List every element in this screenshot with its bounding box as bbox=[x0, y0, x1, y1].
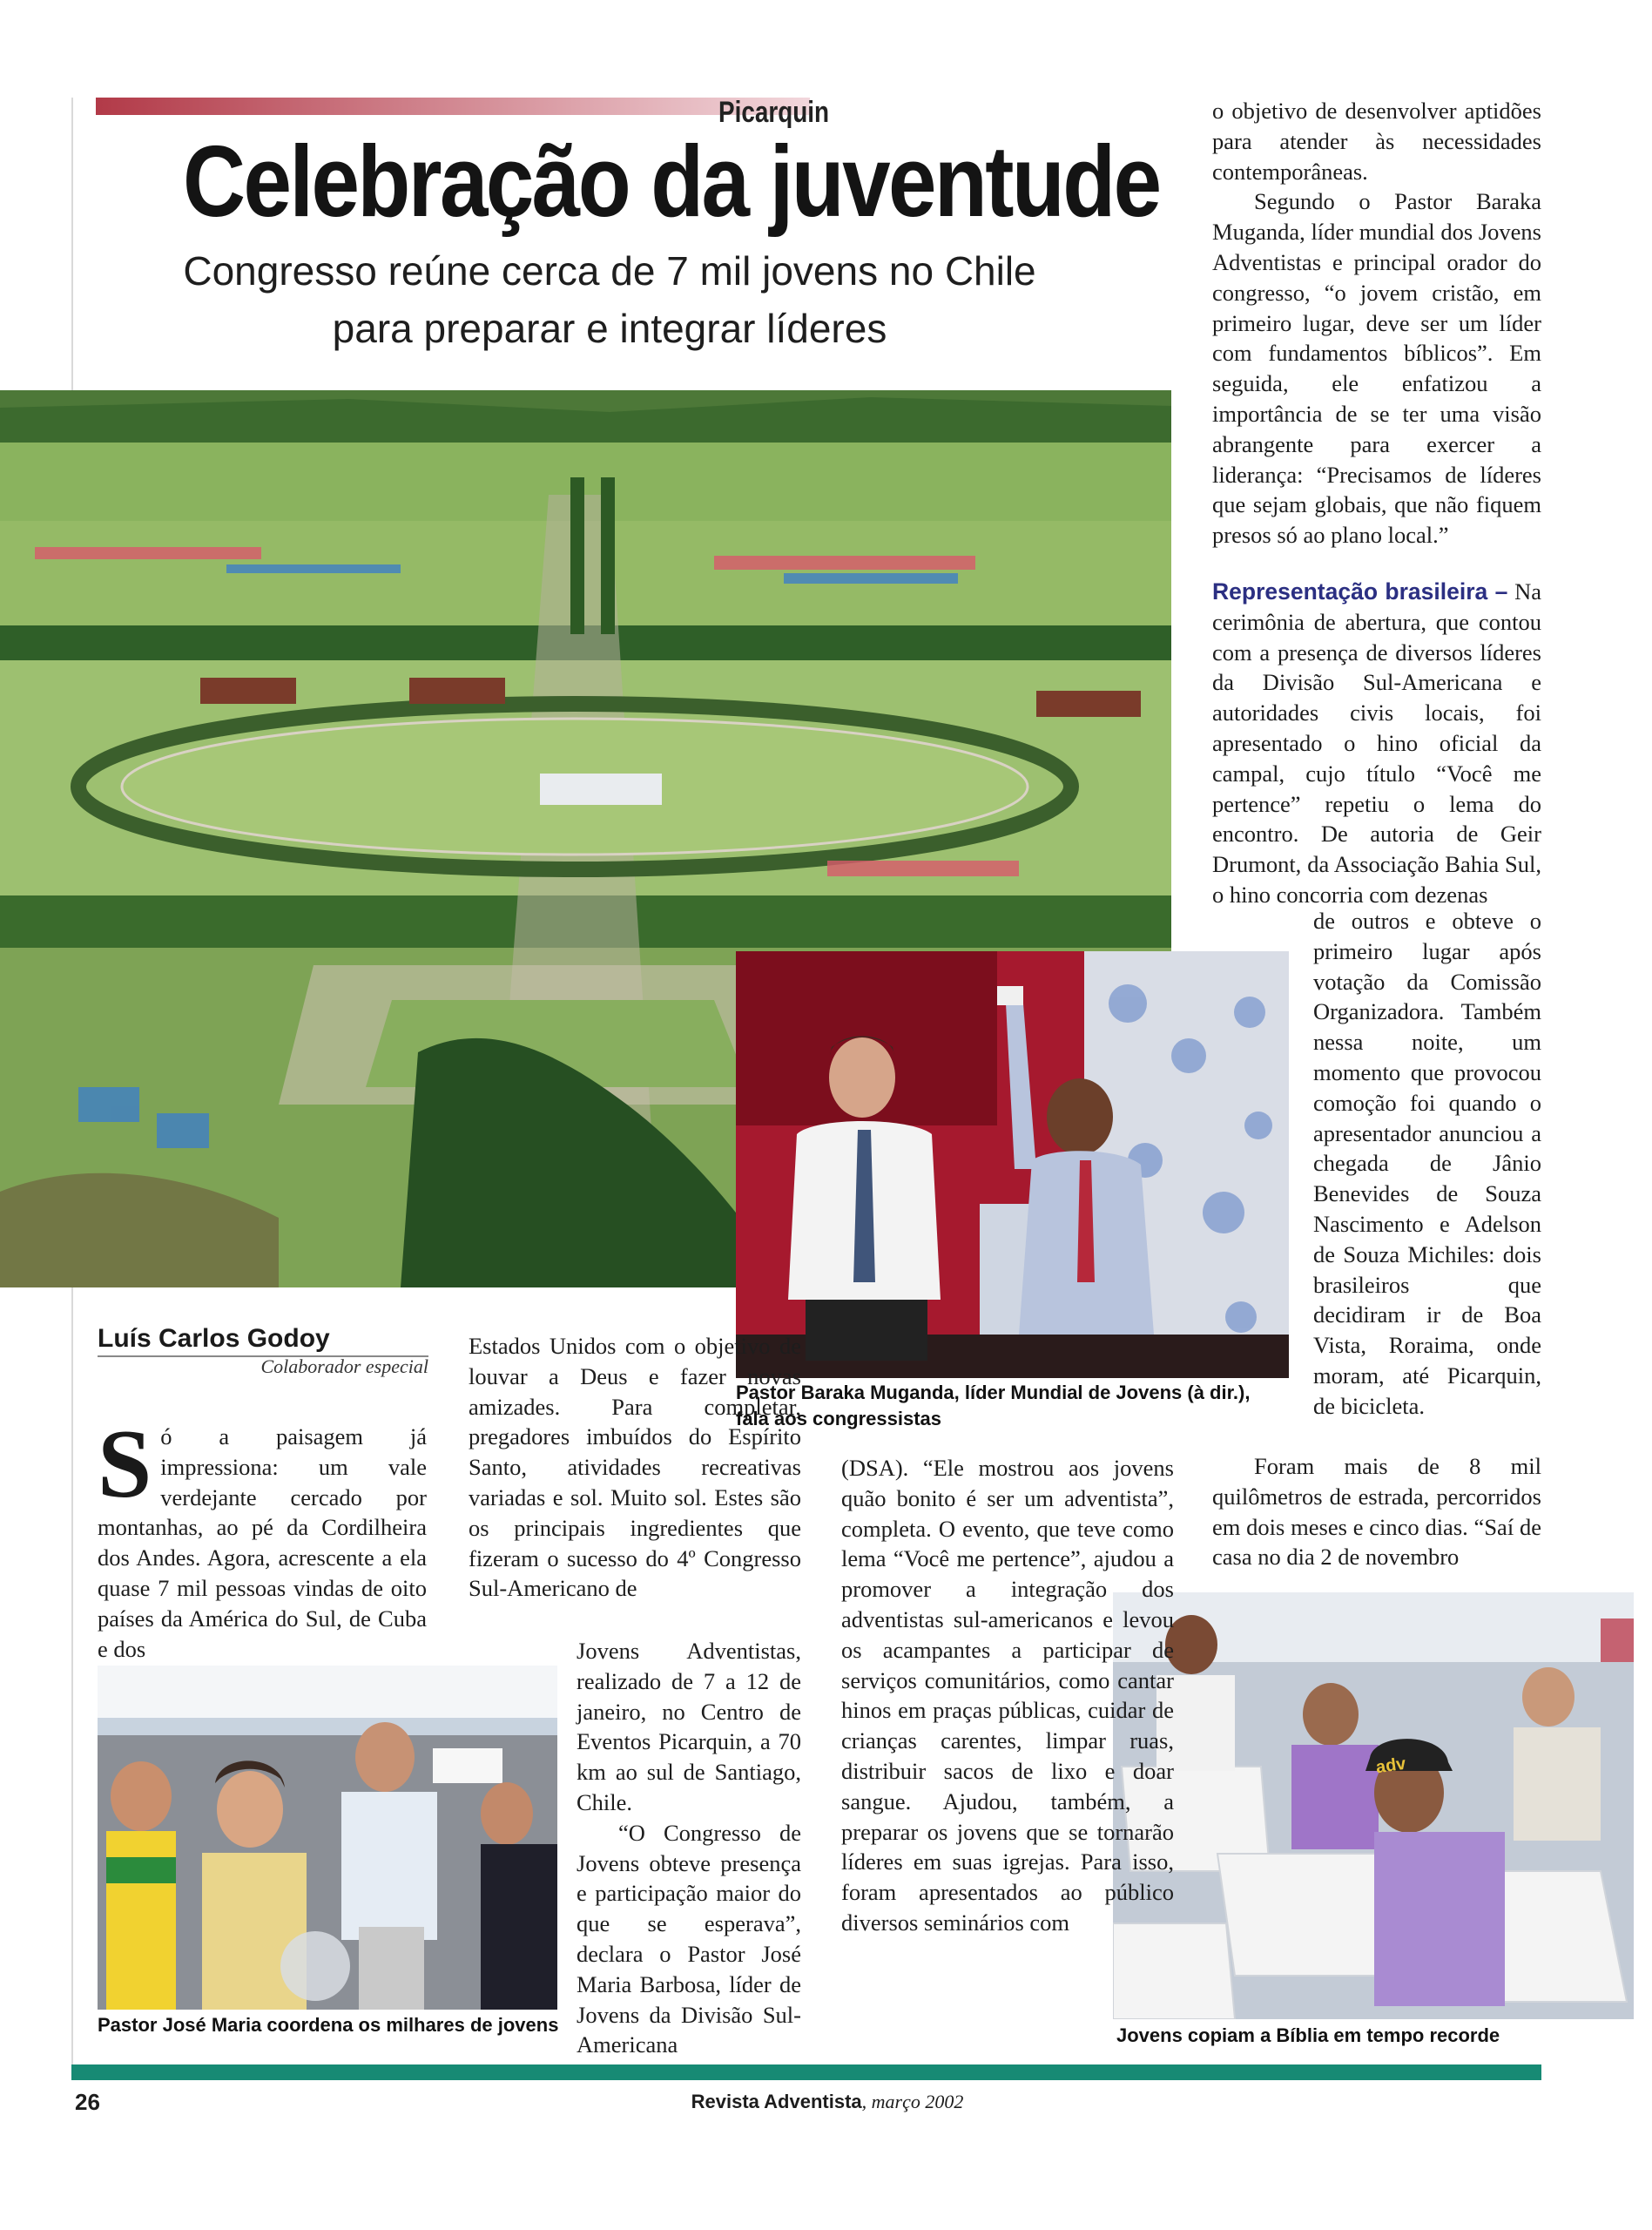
body-column-4-bottom bbox=[1212, 1451, 1541, 1572]
body-column-2-bottom bbox=[577, 1636, 801, 2060]
col4-paragraph-3-cont: de outros e obteve o primeiro lugar após votação da Comissão Organizadora. Também nessa noite, um momento que provocou comoção foi quando o apresentador anunciou a chegada de Jânio Benevides de Souza Nascimento e Adelson de Souza Michiles: dois brasileiros que decidiram ir de Boa Vista, Roraima, onde moram, até Picarquin, de bicicleta. bbox=[1313, 908, 1541, 1419]
col4-paragraph-3: Na cerimônia de abertura, que contou com a presença de diversos líderes da Divisão Sul-Americana e autoridades civis locais, foi apresentado o hino oficial da campal, cujo título “Você me pertence” repetiu o lema do encontro. De autoria de Geir Drumont, da Associação Bahia Sul, o hino concorria com dezenas bbox=[1212, 578, 1541, 908]
col2-paragraph-1: Estados Unidos com o objetivo de louvar a Deus e fazer novas amizades. Para completar, pregadores imbuídos do Espírito Santo, atividades recreativas variadas e sol. Muito sol. Estes são os principais ingredientes que fizeram o sucesso do 4º Congresso Sul-Americano de bbox=[469, 1333, 801, 1602]
col2-paragraph-2: “O Congresso de Jovens obteve presença e participação maior do que se esperava”, declara o Pastor José Maria Barbosa, líder de Jovens da Divisão Sul-Americana bbox=[577, 1819, 801, 2058]
cap-logo-text: adv bbox=[1374, 1754, 1407, 1778]
pastor-photo-caption: Pastor José Maria coordena os milhares de jovens bbox=[98, 2014, 559, 2036]
body-column-3 bbox=[841, 1453, 1174, 1938]
article-deck bbox=[131, 242, 1089, 357]
drop-cap: S bbox=[98, 1410, 152, 1518]
stage-speakers-photo bbox=[736, 951, 1289, 1378]
stage-photo-caption bbox=[736, 1380, 1293, 1432]
deck-line-2: para preparar e integrar líderes bbox=[332, 306, 887, 351]
footer-bar bbox=[71, 2064, 1541, 2080]
magazine-title: Revista Adventista bbox=[691, 2091, 862, 2112]
stage-caption-line-2: fala aos congressistas bbox=[736, 1408, 942, 1429]
section-kicker: Picarquin bbox=[718, 96, 830, 129]
body-column-2-top bbox=[469, 1331, 801, 1604]
col4-paragraph-4: Foram mais de 8 mil quilômetros de estrada, percorridos em dois meses e cinco dias. “Saí de casa no dia 2 de novembro bbox=[1212, 1453, 1541, 1571]
col1-paragraph-1: ó a paisagem já impressiona: um vale verdejante cercado por montanhas, ao pé da Cordilheira dos Andes. Agora, acrescente a ela quase 7 mil pessoas vindas de oito países da América do Sul, de Cuba e dos bbox=[98, 1423, 427, 1662]
body-column-1 bbox=[98, 1410, 427, 1664]
article-headline: Celebração da juventude bbox=[183, 125, 1160, 238]
author-name: Luís Carlos Godoy bbox=[98, 1324, 428, 1357]
col4-paragraph-1: o objetivo de desenvolver aptidões para atender às necessidades contemporâneas. bbox=[1212, 98, 1541, 185]
magazine-issue: , março 2002 bbox=[861, 2091, 964, 2112]
col3-paragraph-1: (DSA). “Ele mostrou aos jovens quão bonito é ser um adventista”, completa. O evento, que teve como lema “Você me pertence”, ajudou a promover a integração dos adventistas sul-americanos e levou os acampantes a participar de serviços comunitários, como cantar hinos em praças públicas, cuidar de crianças carentes, limpar ruas, distribuir sacos de lixo e doar sangue. Ajudou, também, a preparar os jovens que se tornarão líderes em suas igrejas. Para isso, foram apresentados ao público diversos seminários com bbox=[841, 1455, 1174, 1936]
section-subhead: Representação brasileira – bbox=[1212, 578, 1508, 605]
bible-photo-caption: Jovens copiam a Bíblia em tempo recorde bbox=[1116, 2024, 1500, 2046]
bible-copying-photo bbox=[1113, 1592, 1634, 2019]
magazine-footer bbox=[523, 2091, 1132, 2113]
page-number: 26 bbox=[75, 2089, 100, 2115]
stage-caption-line-1: Pastor Baraka Muganda, líder Mundial de Jovens (à dir.), bbox=[736, 1382, 1251, 1403]
author-role: Colaborador especial bbox=[260, 1355, 428, 1377]
col2-paragraph-1-cont: Jovens Adventistas, realizado de 7 a 12 de janeiro, no Centro de Eventos Picarquin, a 70 km ao sul de Santiago, Chile. bbox=[577, 1638, 801, 1815]
body-column-4-narrow bbox=[1313, 906, 1541, 1422]
col4-paragraph-2: Segundo o Pastor Baraka Muganda, líder mundial dos Jovens Adventistas e principal orador do congresso, “o jovem cristão, em primeiro lugar, deve ser um líder com fundamentos bíblicos”. Em seguida, ele enfatizou a importância de se ter uma visão abrangente para exercer a liderança: “Precisamos de líderes que sejam globais, que não fiquem presos só ao plano local.” bbox=[1212, 188, 1541, 549]
deck-line-1: Congresso reúne cerca de 7 mil jovens no Chile bbox=[183, 248, 1036, 294]
pastor-coordinating-photo bbox=[98, 1666, 557, 2010]
header-gradient-bar bbox=[96, 98, 810, 115]
body-column-4-top bbox=[1212, 96, 1541, 910]
